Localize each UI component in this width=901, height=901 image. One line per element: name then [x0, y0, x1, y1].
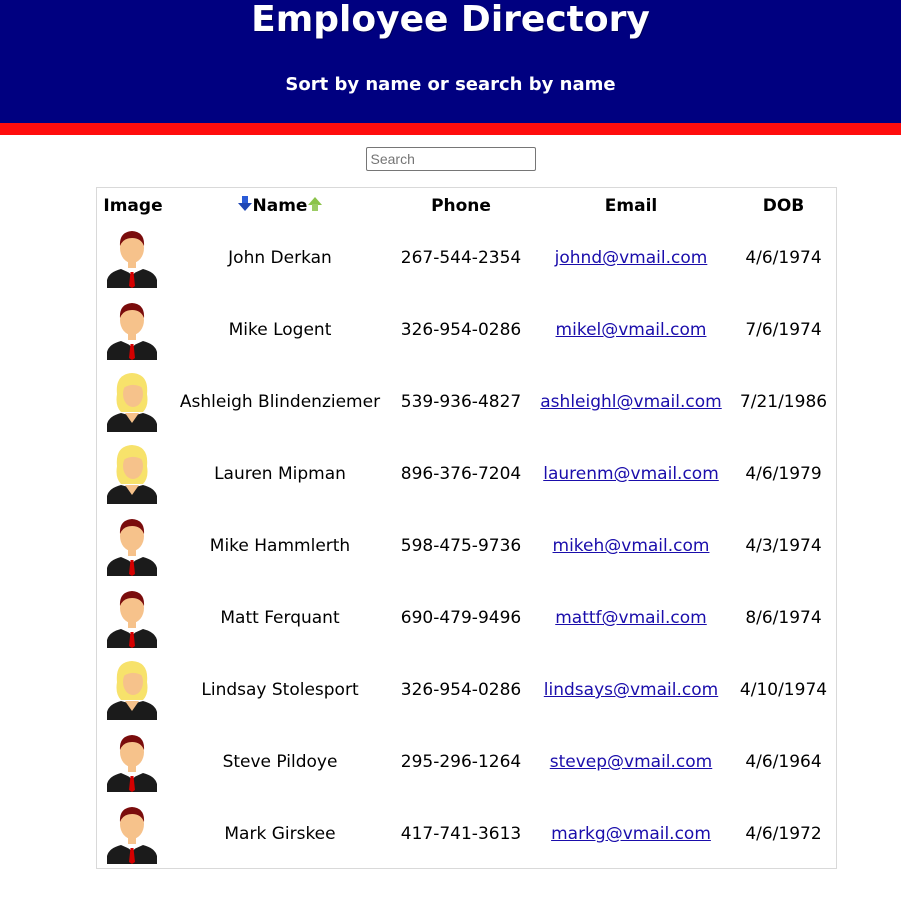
table-header-row: [97, 188, 836, 224]
arrow-down-icon[interactable]: [238, 196, 252, 217]
avatar-cell: [97, 656, 169, 725]
female-avatar-icon: [105, 656, 159, 725]
employee-name: Steve Pildoye: [222, 752, 338, 772]
employee-email-link[interactable]: mikeh@vmail.com: [552, 536, 710, 556]
employee-email-cell: [531, 752, 731, 772]
employee-email-cell: [531, 680, 731, 700]
table-body: [97, 222, 836, 870]
employee-name: Ashleigh Blindenziemer: [179, 392, 381, 412]
table-row: [97, 582, 836, 654]
employee-email-cell: [531, 824, 731, 844]
table-row: [97, 294, 836, 366]
female-avatar-icon: [105, 440, 159, 509]
page-title: Employee Directory: [251, 0, 650, 40]
employee-email-cell: [531, 464, 731, 484]
employee-phone: 539-936-4827: [400, 392, 522, 412]
employee-email-cell: [531, 608, 731, 628]
employee-dob: 7/21/1986: [739, 392, 828, 412]
table-row: [97, 438, 836, 510]
employee-email-cell: [531, 392, 731, 412]
column-header-name-label: Name: [252, 196, 308, 216]
arrow-up-icon[interactable]: [308, 196, 322, 217]
employee-email-link[interactable]: ashleighl@vmail.com: [540, 392, 722, 412]
table-row: [97, 654, 836, 726]
employee-dob: 4/10/1974: [739, 680, 828, 700]
male-avatar-icon: [105, 224, 159, 293]
page-header: [0, 0, 901, 123]
employee-table: [96, 187, 837, 869]
column-header-email: Email: [604, 196, 658, 216]
employee-dob: 4/6/1972: [745, 824, 822, 844]
employee-name: Mark Girskee: [224, 824, 336, 844]
avatar-cell: [97, 368, 169, 437]
employee-email-link[interactable]: markg@vmail.com: [551, 824, 711, 844]
employee-name: John Derkan: [228, 248, 332, 268]
employee-dob: 4/6/1964: [745, 752, 822, 772]
employee-phone: 690-479-9496: [400, 608, 522, 628]
employee-dob: 7/6/1974: [745, 320, 822, 340]
avatar-cell: [97, 800, 169, 869]
employee-phone: 267-544-2354: [400, 248, 522, 268]
employee-phone: 896-376-7204: [400, 464, 522, 484]
employee-phone: 326-954-0286: [400, 680, 522, 700]
table-row: [97, 366, 836, 438]
employee-email-link[interactable]: stevep@vmail.com: [549, 752, 713, 772]
employee-phone: 598-475-9736: [400, 536, 522, 556]
table-row: [97, 798, 836, 870]
employee-email-cell: [531, 248, 731, 268]
employee-email-cell: [531, 536, 731, 556]
avatar-cell: [97, 728, 169, 797]
search-input[interactable]: [366, 147, 536, 171]
employee-phone: 326-954-0286: [400, 320, 522, 340]
column-header-name[interactable]: [169, 196, 391, 217]
employee-phone: 295-296-1264: [400, 752, 522, 772]
employee-name: Mike Hammlerth: [209, 536, 351, 556]
avatar-cell: [97, 296, 169, 365]
male-avatar-icon: [105, 296, 159, 365]
employee-dob: 8/6/1974: [745, 608, 822, 628]
employee-name: Lindsay Stolesport: [201, 680, 359, 700]
male-avatar-icon: [105, 584, 159, 653]
employee-name: Mike Logent: [228, 320, 332, 340]
avatar-cell: [97, 440, 169, 509]
employee-phone: 417-741-3613: [400, 824, 522, 844]
employee-email-link[interactable]: laurenm@vmail.com: [543, 464, 719, 484]
employee-dob: 4/6/1979: [745, 464, 822, 484]
avatar-cell: [97, 224, 169, 293]
employee-name: Matt Ferquant: [220, 608, 340, 628]
employee-email-link[interactable]: johnd@vmail.com: [554, 248, 708, 268]
header-accent-bar: [0, 123, 901, 135]
search-container: [0, 147, 901, 175]
employee-email-cell: [531, 320, 731, 340]
female-avatar-icon: [105, 368, 159, 437]
table-row: [97, 222, 836, 294]
table-row: [97, 510, 836, 582]
page-subtitle: Sort by name or search by name: [285, 74, 616, 95]
employee-email-link[interactable]: mattf@vmail.com: [555, 608, 707, 628]
employee-name: Lauren Mipman: [214, 464, 346, 484]
column-header-phone: Phone: [431, 196, 491, 216]
employee-dob: 4/6/1974: [745, 248, 822, 268]
male-avatar-icon: [105, 512, 159, 581]
employee-dob: 4/3/1974: [745, 536, 822, 556]
avatar-cell: [97, 512, 169, 581]
column-header-dob: DOB: [762, 196, 805, 216]
male-avatar-icon: [105, 728, 159, 797]
male-avatar-icon: [105, 800, 159, 869]
employee-email-link[interactable]: mikel@vmail.com: [555, 320, 707, 340]
column-header-image: Image: [103, 196, 163, 216]
employee-email-link[interactable]: lindsays@vmail.com: [543, 680, 719, 700]
avatar-cell: [97, 584, 169, 653]
table-row: [97, 726, 836, 798]
